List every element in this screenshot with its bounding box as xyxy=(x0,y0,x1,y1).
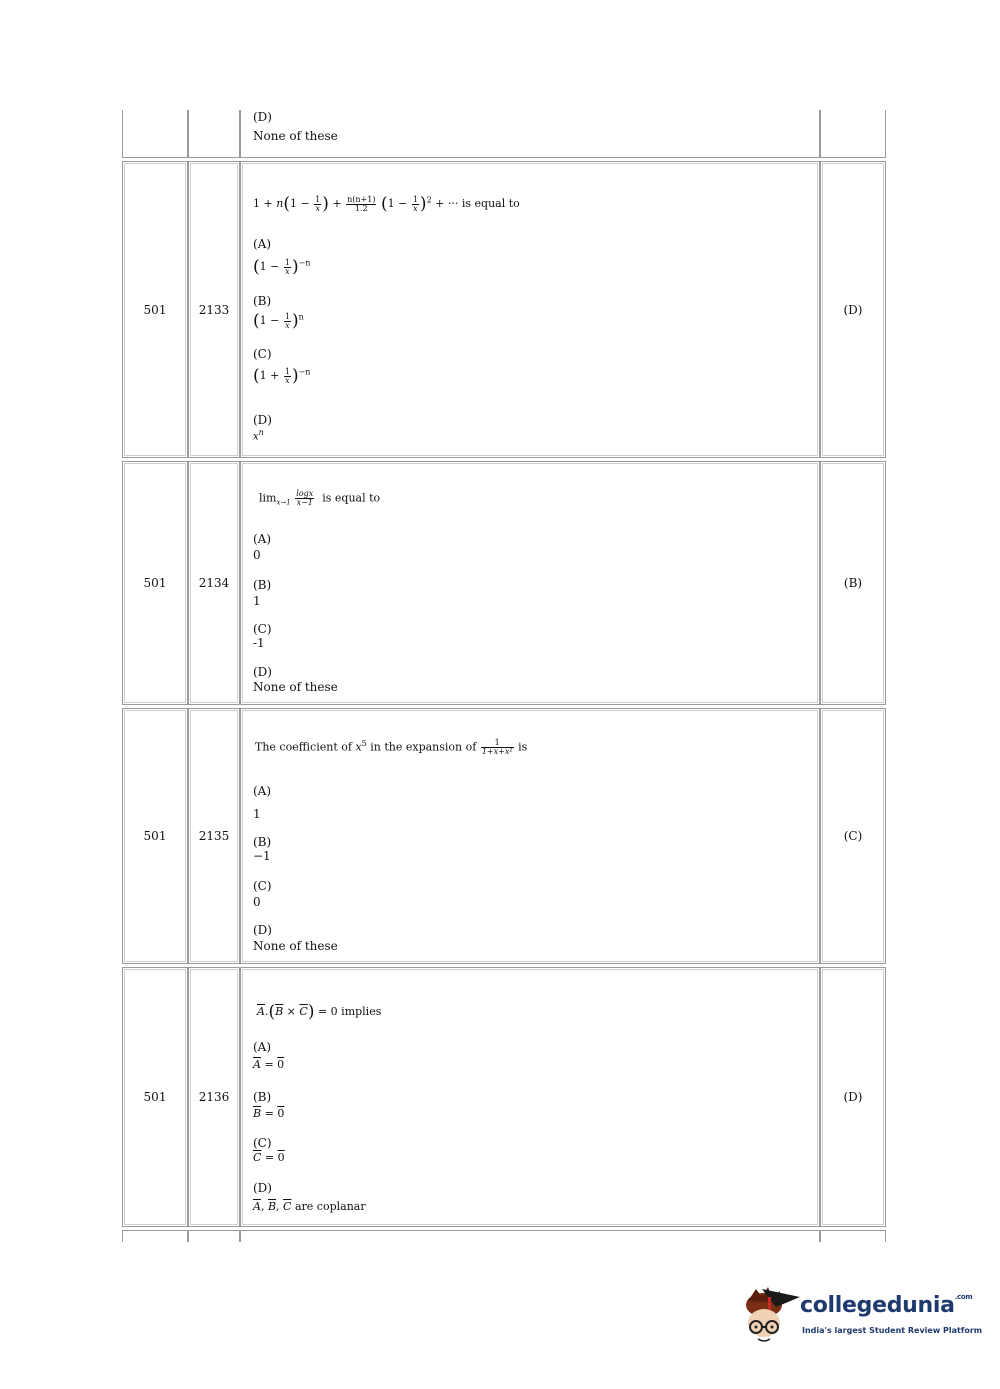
option-c-label: (C) xyxy=(253,1136,272,1150)
option-d-text: None of these xyxy=(253,939,338,953)
option-b-expr: (1 − $\frac{1}{x}$ )$^n$ xyxy=(253,311,304,331)
paper-code: 501 xyxy=(143,303,167,317)
option-c-text: 0 xyxy=(253,895,261,909)
question-stem: $\overline{A}.(\overline{B} \times \overline{C}) = 0$ implies xyxy=(257,1002,382,1022)
question-number: 2134 xyxy=(198,576,230,590)
paper-code: 501 xyxy=(143,576,167,590)
option-a-text: 0 xyxy=(253,548,261,562)
option-d-text: None of these xyxy=(253,129,338,143)
table-row xyxy=(122,161,886,458)
question-stem: 1 + n(1 − $\frac{1}{x}$ ) + $\frac{n(n+1)}{1.2}$ (1 − $\frac{1}{x}$ )$^2$ + ··· is equal to xyxy=(253,194,520,214)
option-a-expr: $\overline{A} = 0$ xyxy=(253,1058,285,1071)
option-a-label: (A) xyxy=(253,784,272,798)
option-a-expr: (1 − $\frac{1}{x}$ )$^{-n}$ xyxy=(253,257,311,277)
option-d-text: None of these xyxy=(253,680,338,694)
brand-tagline: India's largest Student Review Platform xyxy=(802,1326,983,1335)
table-row xyxy=(122,461,886,705)
option-d-label: (D) xyxy=(253,110,272,124)
answer: (D) xyxy=(843,1090,863,1104)
option-c-label: (C) xyxy=(253,347,272,361)
option-a-label: (A) xyxy=(253,1040,272,1054)
option-b-label: (B) xyxy=(253,294,272,308)
table-row xyxy=(122,967,886,1227)
question-stem: $\lim_{x\to 1}$ $\frac{\log x}{x-1}$ is equal to xyxy=(259,489,381,507)
question-number: 2136 xyxy=(198,1090,230,1104)
option-c-text: -1 xyxy=(253,636,265,650)
question-stem: The coefficient of $x^5$ in the expansion of $\frac{1}{\text{1+x+x²}}$ is xyxy=(255,738,528,757)
answer: (B) xyxy=(843,576,863,590)
mascot-icon xyxy=(742,1283,802,1349)
question-number: 2133 xyxy=(198,303,230,317)
table-row xyxy=(122,110,886,158)
option-d-label: (D) xyxy=(253,413,272,427)
option-b-label: (B) xyxy=(253,835,272,849)
option-b-label: (B) xyxy=(253,578,272,592)
option-a-text: 1 xyxy=(253,807,261,821)
option-b-text: 1 xyxy=(253,594,261,608)
table-row xyxy=(122,1230,886,1242)
question-table xyxy=(122,110,886,1242)
collegedunia-logo xyxy=(742,1283,983,1353)
question-number: 2135 xyxy=(198,829,230,843)
option-d-label: (D) xyxy=(253,665,272,679)
option-c-label: (C) xyxy=(253,879,272,893)
option-c-label: (C) xyxy=(253,622,272,636)
table-row xyxy=(122,708,886,964)
option-d-label: (D) xyxy=(253,1181,272,1195)
option-b-expr: $\overline{B} = 0$ xyxy=(253,1107,285,1120)
answer: (C) xyxy=(843,829,863,843)
option-a-label: (A) xyxy=(253,532,272,546)
option-c-expr: (1 + $\frac{1}{x}$ )$^{-n}$ xyxy=(253,366,311,386)
option-d-expr: $x^n$ xyxy=(253,428,264,443)
paper-code: 501 xyxy=(143,1090,167,1104)
option-b-text: −1 xyxy=(253,849,271,863)
option-c-expr: $\overline{C} = 0$ xyxy=(253,1151,285,1164)
brand-name: collegedunia$^{.com}$ xyxy=(800,1293,973,1318)
answer: (D) xyxy=(843,303,863,317)
paper-code: 501 xyxy=(143,829,167,843)
option-b-label: (B) xyxy=(253,1090,272,1104)
option-d-label: (D) xyxy=(253,923,272,937)
option-d-expr: $\overline{A}$, $\overline{B}$, $\overline{C}$ are coplanar xyxy=(253,1200,366,1213)
option-a-label: (A) xyxy=(253,237,272,251)
